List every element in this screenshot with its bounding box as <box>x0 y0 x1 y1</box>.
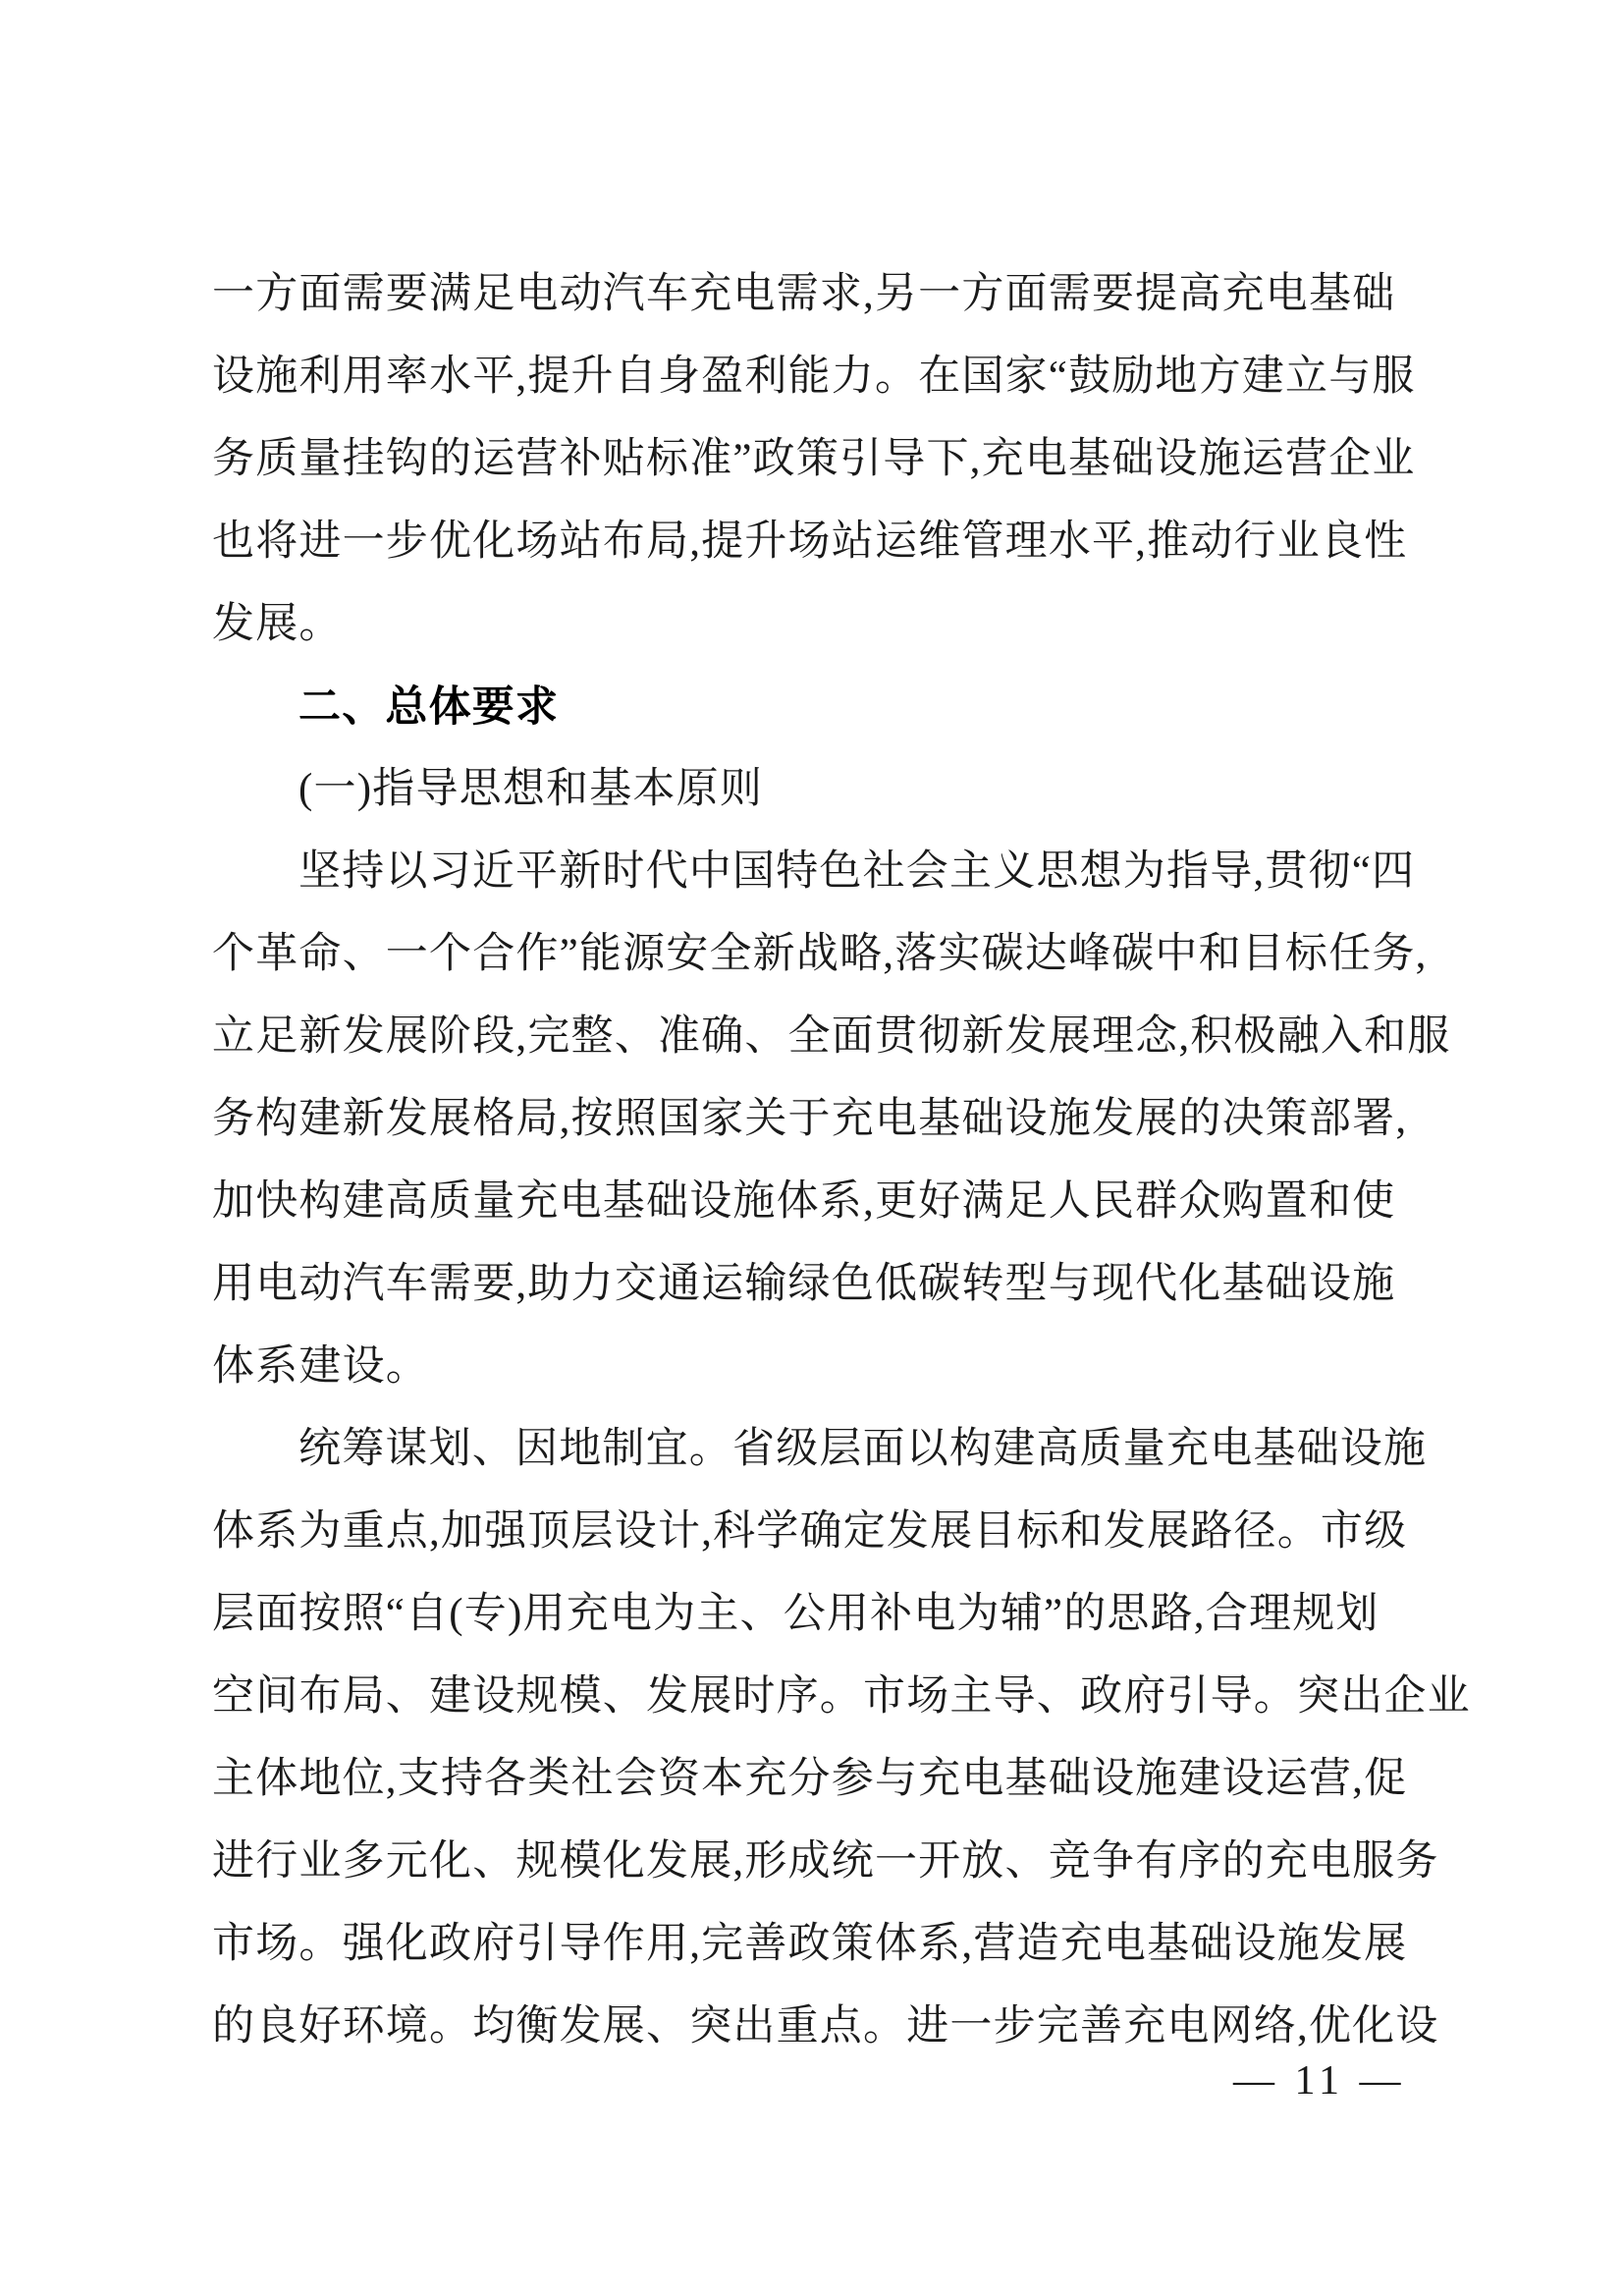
text-line: 统筹谋划、因地制宜。省级层面以构建高质量充电基础设施 <box>298 1426 1428 1472</box>
text-line: 一方面需要满足电动汽车充电需求,另一方面需要提高充电基础 <box>212 271 1396 317</box>
text-line: 用电动汽车需要,助力交通运输绿色低碳转型与现代化基础设施 <box>212 1261 1396 1307</box>
text-line: 主体地位,支持各类社会资本充分参与充电基础设施建设运营,促 <box>212 1756 1408 1802</box>
text-line: 体系建设。 <box>212 1343 429 1390</box>
text-line: 层面按照“自(专)用充电为主、公用补电为辅”的思路,合理规划 <box>212 1591 1380 1637</box>
text-line: 进行业多元化、规模化发展,形成统一开放、竞争有序的充电服务 <box>212 1838 1439 1885</box>
section-heading: 二、总体要求 <box>298 683 560 731</box>
text-line: 设施利用率水平,提升自身盈利能力。在国家“鼓励地方建立与服 <box>212 354 1416 400</box>
text-line: 的良好环境。均衡发展、突出重点。进一步完善充电网络,优化设 <box>212 2003 1439 2050</box>
text-line: 务质量挂钩的运营补贴标准”政策引导下,充电基础设施运营企业 <box>212 436 1416 482</box>
text-line: 加快构建高质量充电基础设施体系,更好满足人民群众购置和使 <box>212 1178 1396 1225</box>
text-line: 体系为重点,加强顶层设计,科学确定发展目标和发展路径。市级 <box>212 1508 1408 1555</box>
text-line: 务构建新发展格局,按照国家关于充电基础设施发展的决策部署, <box>212 1096 1408 1142</box>
text-line: 坚持以习近平新时代中国特色社会主义思想为指导,贯彻“四 <box>298 848 1416 895</box>
text-line: 也将进一步优化场站布局,提升场站运维管理水平,推动行业良性 <box>212 519 1408 565</box>
sub-heading: (一)指导思想和基本原则 <box>298 766 764 812</box>
text-line: 空间布局、建设规模、发展时序。市场主导、政府引导。突出企业 <box>212 1673 1471 1720</box>
text-line: 发展。 <box>212 601 343 647</box>
text-line: 个革命、一个合作”能源安全新战略,落实碳达峰碳中和目标任务, <box>212 931 1428 977</box>
document-body <box>212 253 1471 2068</box>
text-line: 立足新发展阶段,完整、准确、全面贯彻新发展理念,积极融入和服 <box>212 1013 1451 1060</box>
page-number: — 11 — <box>1233 2058 1406 2104</box>
text-line: 市场。强化政府引导作用,完善政策体系,营造充电基础设施发展 <box>212 1921 1408 1967</box>
